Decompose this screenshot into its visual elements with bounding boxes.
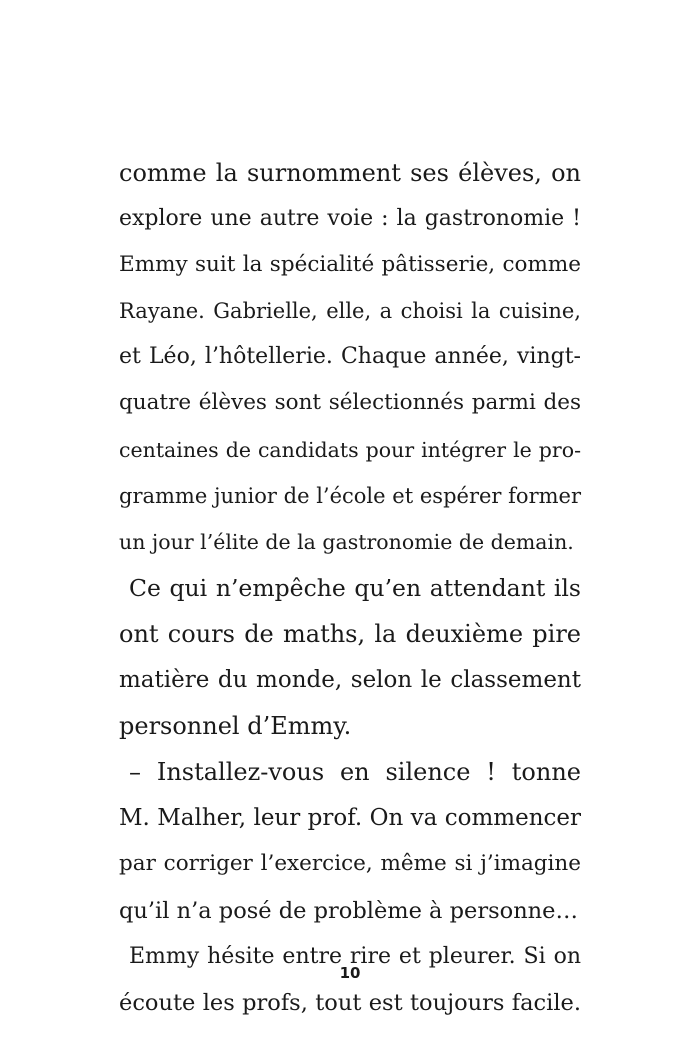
text-line: par corriger l’exercice, même si j’imagine	[119, 851, 581, 877]
text-line: gramme junior de l’école et espérer former	[119, 483, 581, 508]
text-line: quatre élèves sont sélectionnés parmi des	[119, 390, 581, 416]
text-line: et Léo, l’hôtellerie. Chaque année, vingt-	[119, 344, 581, 370]
text-line: un jour l’élite de la gastronomie de demain.	[119, 529, 574, 554]
body-text	[119, 150, 581, 1026]
text-line: – Installez-vous en silence ! tonne	[129, 758, 581, 787]
text-line: centaines de candidats pour intégrer le pro-	[119, 437, 581, 462]
text-line: ont cours de maths, la deuxième pire	[119, 619, 581, 648]
text-line: personnel d’Emmy.	[119, 712, 352, 741]
page-number: 10	[339, 964, 361, 982]
text-line: Ce qui n’empêche qu’en attendant ils	[129, 573, 581, 602]
text-line: explore une autre voie : la gastronomie !	[119, 206, 581, 232]
text-line: qu’il n’a posé de problème à personne…	[119, 897, 578, 924]
text-line: Rayane. Gabrielle, elle, a choisi la cuisine,	[119, 299, 581, 324]
text-line: écoute les profs, tout est toujours facile.	[119, 989, 581, 1016]
text-line: comme la surnomment ses élèves, on	[119, 159, 581, 187]
text-line: M. Malher, leur prof. On va commencer	[119, 805, 581, 832]
text-line: Emmy suit la spécialité pâtisserie, comme	[119, 252, 581, 278]
text-line: Emmy hésite entre rire et pleurer. Si on	[129, 943, 581, 969]
text-line: matière du monde, selon le classement	[119, 667, 581, 694]
